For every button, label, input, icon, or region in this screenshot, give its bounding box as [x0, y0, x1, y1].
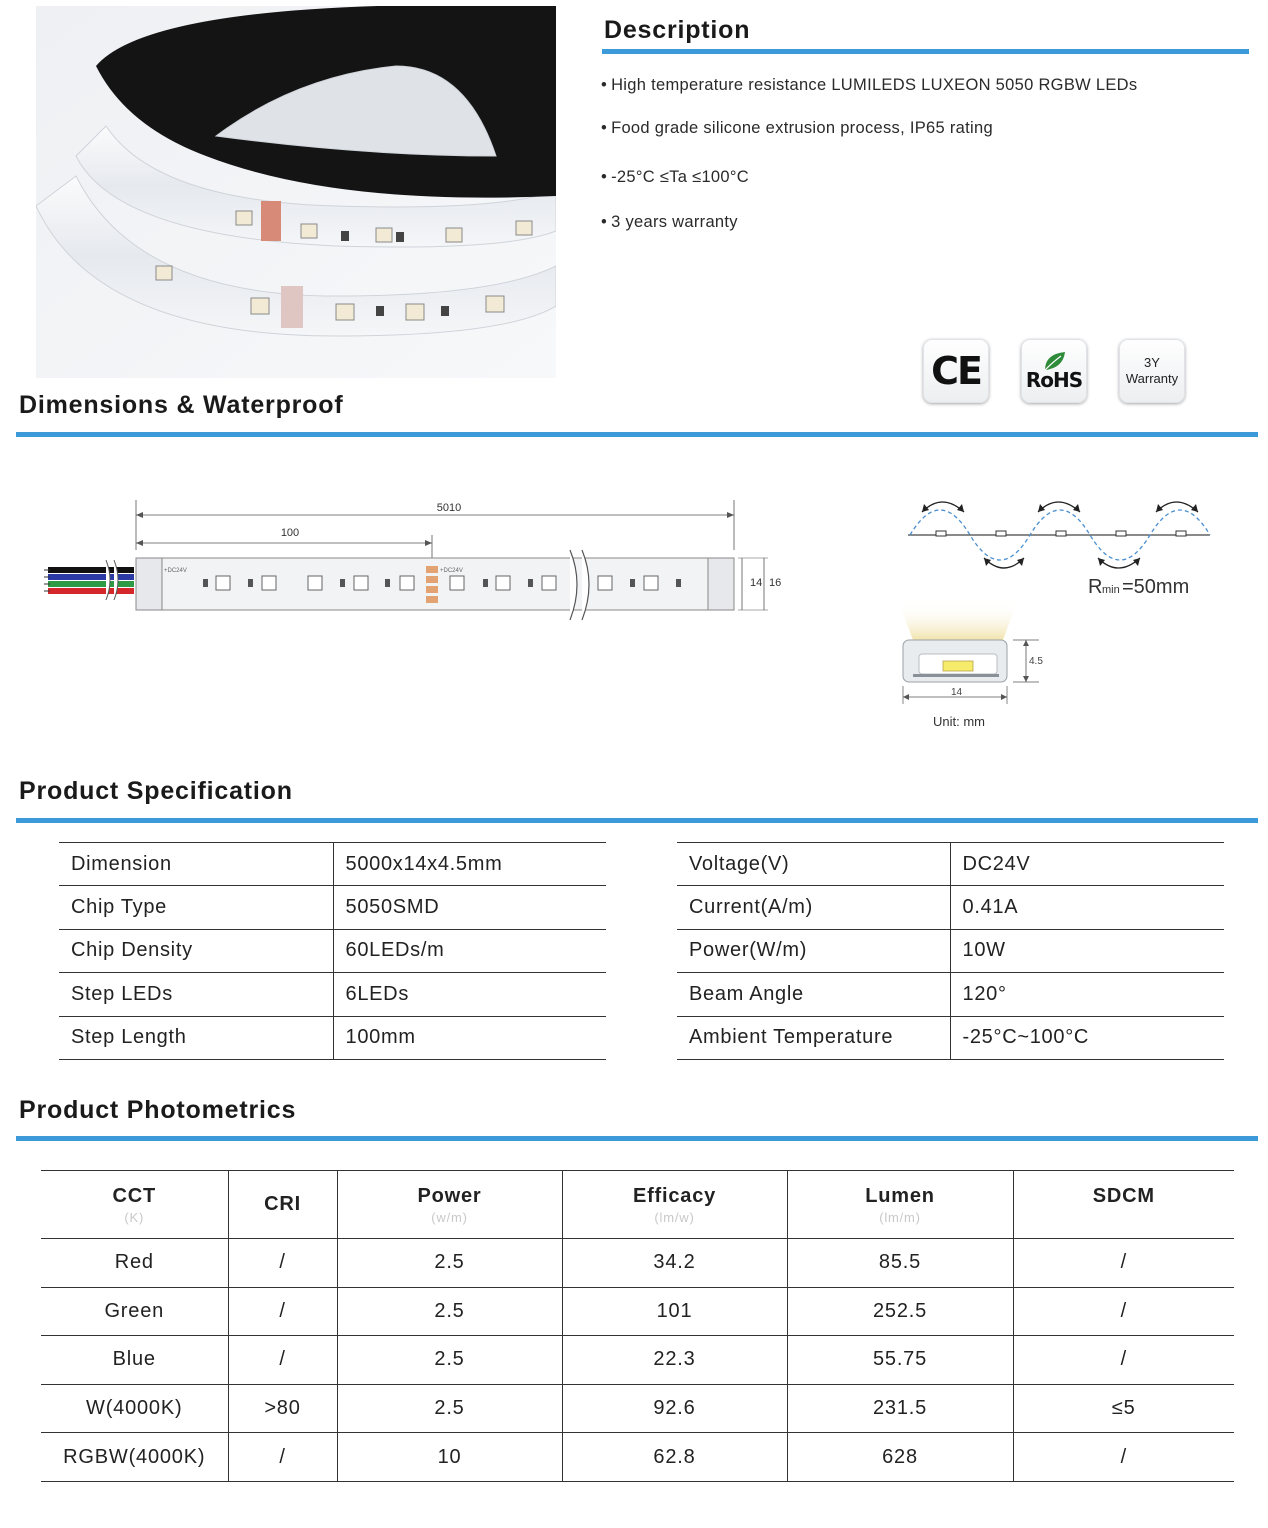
spec-label: Voltage(V) [677, 843, 950, 886]
table-row [41, 1384, 1234, 1433]
column-header-sdcm: SDCM [1013, 1171, 1234, 1239]
column-header-efficacy: Efficacy (lm/w) [562, 1171, 787, 1239]
spec-label: Current(A/m) [677, 886, 950, 929]
table-row [41, 1433, 1234, 1482]
table-row [59, 843, 606, 886]
cell: 55.75 [787, 1336, 1013, 1385]
description-heading: Description [604, 16, 751, 44]
dimensions-rule [16, 432, 1258, 437]
cell: / [1013, 1287, 1234, 1336]
product-photo [36, 6, 556, 378]
table-row [677, 843, 1224, 886]
ce-badge [923, 339, 989, 403]
table-row [41, 1239, 1234, 1288]
spec-table-left [59, 842, 606, 1060]
column-header-cct: CCT (K) [41, 1171, 228, 1239]
cell: >80 [228, 1384, 337, 1433]
table-row [677, 886, 1224, 929]
spec-value: 5000x14x4.5mm [333, 843, 606, 886]
cell: 62.8 [562, 1433, 787, 1482]
spec-value: 100mm [333, 1016, 606, 1059]
rohs-label: RoHS [1025, 368, 1083, 392]
cell: 22.3 [562, 1336, 787, 1385]
led-strip-reel-image [36, 6, 556, 378]
led-chip [943, 661, 973, 671]
cell: W(4000K) [41, 1384, 228, 1433]
spec-label: Chip Type [59, 886, 333, 929]
wire-red [48, 588, 134, 594]
cell: 85.5 [787, 1239, 1013, 1288]
wire-blue [48, 574, 134, 580]
cell: 252.5 [787, 1287, 1013, 1336]
spec-heading: Product Specification [19, 777, 293, 805]
spec-label: Power(W/m) [677, 929, 950, 972]
warranty-label: Warranty [1125, 371, 1179, 386]
cell: Green [41, 1287, 228, 1336]
photometrics-table [41, 1170, 1234, 1482]
spec-value: 0.41A [950, 886, 1224, 929]
spec-rule [16, 818, 1258, 823]
profile-cross-section [895, 600, 1065, 730]
spec-value: 6LEDs [333, 973, 606, 1016]
cell: 628 [787, 1433, 1013, 1482]
cell: / [228, 1287, 337, 1336]
cell: ≤5 [1013, 1384, 1234, 1433]
table-row [677, 929, 1224, 972]
cell: 2.5 [337, 1287, 562, 1336]
spec-value: DC24V [950, 843, 1224, 886]
spec-label: Ambient Temperature [677, 1016, 950, 1059]
unit-note: Unit: mm [933, 714, 985, 729]
dimensions-heading: Dimensions & Waterproof [19, 391, 344, 419]
table-header-row [41, 1171, 1234, 1239]
strip-dimension-drawing [40, 490, 800, 630]
spec-table-right [677, 842, 1224, 1060]
cell: Blue [41, 1336, 228, 1385]
step-length-label: 100 [280, 527, 300, 539]
spec-label: Step Length [59, 1016, 333, 1059]
cell: 101 [562, 1287, 787, 1336]
cell: 2.5 [337, 1336, 562, 1385]
end-cap-left [136, 558, 162, 610]
polarity-label-mid: +DC24V [440, 568, 463, 574]
column-header-cri: CRI [228, 1171, 337, 1239]
cell: / [228, 1336, 337, 1385]
light-beam [899, 602, 1017, 640]
bend-radius-diagram [900, 490, 1220, 610]
column-header-lumen: Lumen (lm/m) [787, 1171, 1013, 1239]
photometrics-heading: Product Photometrics [19, 1096, 297, 1124]
end-cap-right [708, 558, 734, 610]
cell: 231.5 [787, 1384, 1013, 1433]
cell: / [228, 1239, 337, 1288]
cell: / [1013, 1336, 1234, 1385]
table-row [59, 1016, 606, 1059]
description-item: • Food grade silicone extrusion process, IP65 rating [601, 119, 993, 137]
cell: Red [41, 1239, 228, 1288]
spec-value: 60LEDs/m [333, 929, 606, 972]
table-row [677, 1016, 1224, 1059]
warranty-years: 3Y [1144, 355, 1160, 370]
ce-mark-icon: CE [931, 349, 981, 393]
cell: 34.2 [562, 1239, 787, 1288]
table-row [59, 929, 606, 972]
table-row [59, 973, 606, 1016]
overall-length-label: 5010 [436, 502, 462, 514]
cell: 2.5 [337, 1239, 562, 1288]
inner-width-label: 14 [750, 577, 763, 589]
description-rule [602, 49, 1249, 54]
table-row [677, 973, 1224, 1016]
outer-width-label: 16 [769, 577, 782, 589]
column-header-power: Power (w/m) [337, 1171, 562, 1239]
description-item: • High temperature resistance LUMILEDS LUXEON 5050 RGBW LEDs [601, 76, 1138, 94]
table-row [41, 1336, 1234, 1385]
rohs-badge [1021, 339, 1087, 403]
bend-radius-value: =50mm [1122, 576, 1190, 598]
profile-width-label: 14 [951, 687, 963, 698]
spec-value: 120° [950, 973, 1224, 1016]
polarity-label-left: +DC24V [164, 568, 187, 574]
spec-value: 5050SMD [333, 886, 606, 929]
spec-label: Step LEDs [59, 973, 333, 1016]
table-row [59, 886, 606, 929]
spec-value: -25°C~100°C [950, 1016, 1224, 1059]
cell: / [1013, 1433, 1234, 1482]
description-item: • 3 years warranty [601, 213, 738, 231]
spec-value: 10W [950, 929, 1224, 972]
cell: RGBW(4000K) [41, 1433, 228, 1482]
description-item: • -25°C ≤Ta ≤100°C [601, 168, 749, 186]
warranty-badge [1119, 339, 1185, 403]
table-row [41, 1287, 1234, 1336]
cell: 92.6 [562, 1384, 787, 1433]
spec-label: Chip Density [59, 929, 333, 972]
spec-label: Beam Angle [677, 973, 950, 1016]
wire-green [48, 581, 134, 587]
bend-radius-r: R [1088, 576, 1103, 598]
wire-black [48, 567, 134, 573]
spec-label: Dimension [59, 843, 333, 886]
photometrics-rule [16, 1136, 1258, 1141]
cell: / [228, 1433, 337, 1482]
cell: 2.5 [337, 1384, 562, 1433]
cell: / [1013, 1239, 1234, 1288]
profile-height-label: 4.5 [1029, 656, 1043, 667]
cell: 10 [337, 1433, 562, 1482]
bend-radius-sub: min [1102, 584, 1120, 596]
